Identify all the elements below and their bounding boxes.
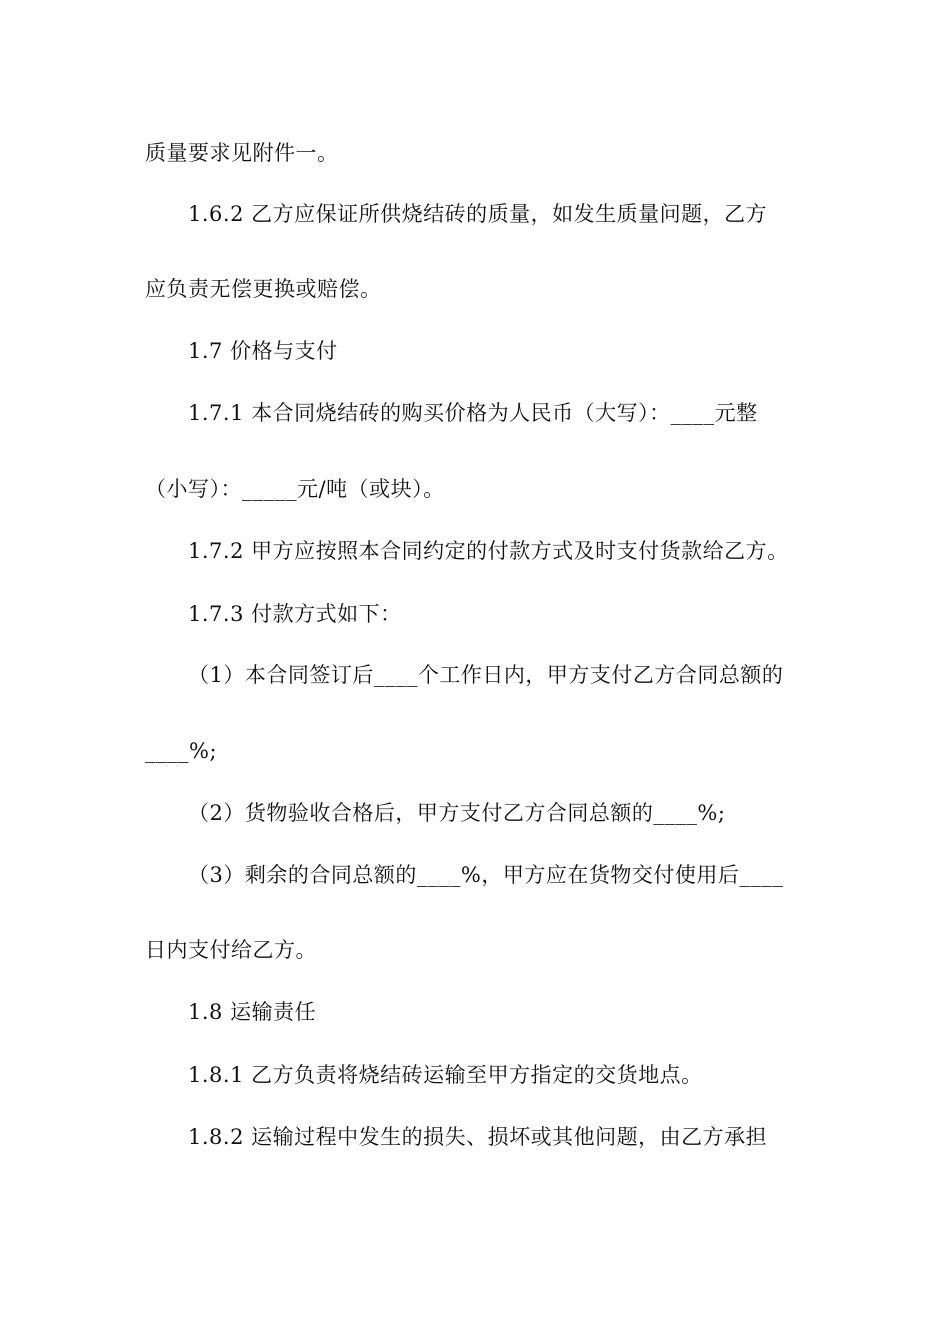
paragraph-line: 日内支付给乙方。	[145, 938, 317, 962]
clause-1-8-1: 1.8.1 乙方负责将烧结砖运输至甲方指定的交货地点。	[188, 1063, 703, 1087]
section-heading-1-7: 1.7 价格与支付	[188, 339, 338, 363]
clause-1-6-2: 1.6.2 乙方应保证所供烧结砖的质量，如发生质量问题，乙方	[188, 202, 768, 226]
paragraph-line: （小写）：_____元/吨（或块）。	[145, 477, 445, 501]
payment-item-1: （1）本合同签订后____个工作日内，甲方支付乙方合同总额的	[188, 663, 784, 687]
paragraph-line: ____%;	[145, 739, 218, 763]
payment-item-3: （3）剩余的合同总额的____%，甲方应在货物交付使用后____	[188, 863, 784, 887]
clause-1-7-1: 1.7.1 本合同烧结砖的购买价格为人民币（大写）：____元整	[188, 401, 758, 425]
clause-1-7-3: 1.7.3 付款方式如下：	[188, 602, 402, 626]
section-heading-1-8: 1.8 运输责任	[188, 1000, 317, 1024]
payment-item-2: （2）货物验收合格后，甲方支付乙方合同总额的____%;	[188, 801, 726, 825]
clause-1-8-2: 1.8.2 运输过程中发生的损失、损坏或其他问题，由乙方承担	[188, 1125, 768, 1149]
paragraph-line: 应负责无偿更换或赔偿。	[145, 277, 382, 301]
clause-1-7-2: 1.7.2 甲方应按照本合同约定的付款方式及时支付货款给乙方。	[188, 539, 789, 563]
paragraph-line: 质量要求见附件一。	[145, 141, 339, 165]
